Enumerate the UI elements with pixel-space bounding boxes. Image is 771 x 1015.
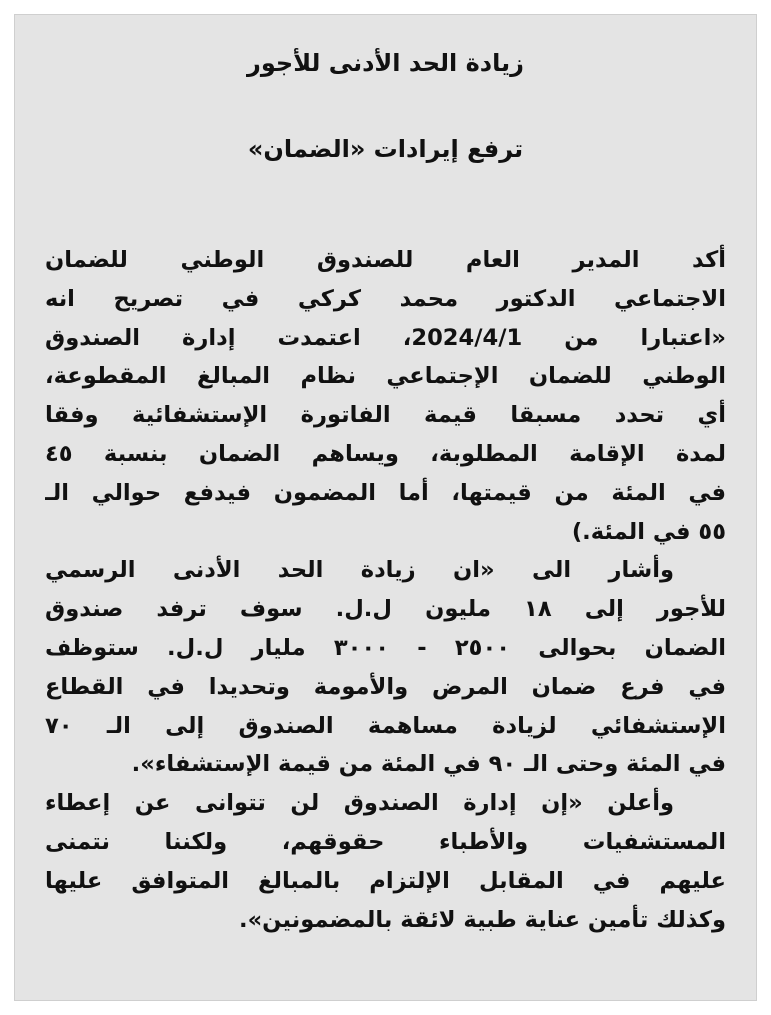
article-body xyxy=(45,241,726,939)
body-line: وأشار الى «ان زيادة الحد الأدنى الرسمي xyxy=(45,557,674,584)
body-line: أي تحدد مسبقا قيمة الفاتورة الإستشفائية وفقا xyxy=(45,402,726,429)
body-line: في المئة من قيمتها، أما المضمون فيدفع حوالي الـ xyxy=(45,479,726,506)
body-line: وكذلك تأمين عناية طبية لائقة بالمضمونين». xyxy=(238,906,726,933)
body-line: ٥٥ في المئة.) xyxy=(571,518,726,545)
body-line: أكد المدير العام للصندوق الوطني للضمان xyxy=(45,247,726,273)
body-line: «اعتبارا من 2024/4/1، اعتمدت إدارة الصندوق xyxy=(45,324,726,351)
headline-line-2: ترفع إيرادات «الضمان» xyxy=(247,135,524,163)
newspaper-clipping xyxy=(14,14,757,1001)
body-line: وأعلن «إن إدارة الصندوق لن تتوانى عن إعطاء xyxy=(45,790,674,817)
body-line: المستشفيات والأطباء حقوقهم، ولكننا نتمنى xyxy=(45,828,726,855)
body-line: عليهم في المقابل الإلتزام بالمبالغ المتوافق عليها xyxy=(45,867,726,894)
body-line: لمدة الإقامة المطلوبة، ويساهم الضمان بنسبة ٤٥ xyxy=(45,440,726,467)
body-line: الاجتماعي الدكتور محمد كركي في تصريح انه xyxy=(45,285,726,312)
body-line: في فرع ضمان المرض والأمومة وتحديدا في القطاع xyxy=(45,673,726,700)
headline-line-1: زيادة الحد الأدنى للأجور xyxy=(247,49,524,77)
body-line: في المئة وحتى الـ ٩٠ في المئة من قيمة الإستشفاء». xyxy=(131,751,726,778)
body-line: الوطني للضمان الإجتماعي نظام المبالغ المقطوعة، xyxy=(45,363,726,390)
body-line: الضمان بحوالى ٢٥٠٠ - ٣٠٠٠ مليار ل.ل. ستوظف xyxy=(45,634,726,661)
body-line: للأجور إلى ١٨ مليون ل.ل. سوف ترفد صندوق xyxy=(45,596,726,623)
body-line: الإستشفائي لزيادة مساهمة الصندوق إلى الـ ٧٠ xyxy=(45,712,726,739)
